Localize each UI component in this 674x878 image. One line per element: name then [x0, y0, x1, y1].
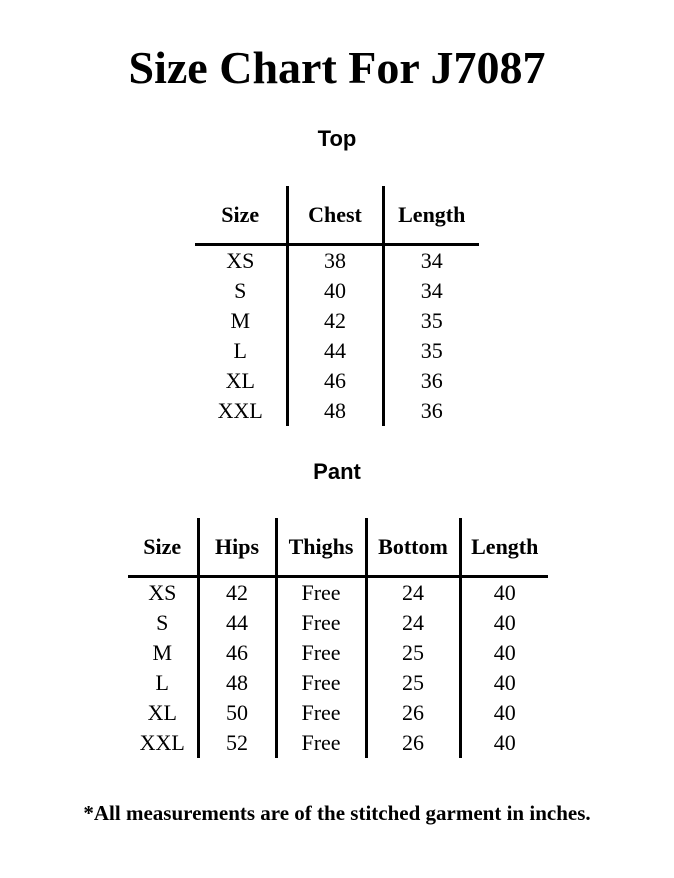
table-cell: 40: [493, 640, 516, 665]
table-cell: 46: [287, 366, 383, 396]
table-cell: XS: [128, 577, 198, 609]
table-cell: Free: [276, 577, 366, 609]
table-cell: Free: [276, 668, 366, 698]
table-cell: 48: [198, 668, 276, 698]
table-cell: XS: [195, 245, 287, 277]
table-cell: 36: [420, 368, 443, 393]
table-cell: 36: [420, 398, 443, 423]
table-row: [195, 245, 479, 277]
table-header-row: [128, 518, 548, 577]
table-cell: 25: [366, 638, 460, 668]
top-section-title: Top: [317, 126, 357, 151]
table-cell: 25: [366, 668, 460, 698]
table-row: [195, 366, 479, 396]
table-cell: 34: [420, 278, 443, 303]
table-row: [195, 396, 479, 426]
table-cell: 35: [420, 338, 443, 363]
table-cell: 50: [198, 698, 276, 728]
table-cell: L: [128, 668, 198, 698]
table-body: [128, 577, 548, 759]
table-cell: 24: [366, 608, 460, 638]
column-header: Thighs: [276, 518, 366, 577]
table-cell: 52: [198, 728, 276, 758]
table-row: [128, 668, 548, 698]
table-row: [195, 306, 479, 336]
table-row: [128, 698, 548, 728]
table-cell: 34: [420, 248, 443, 273]
table-cell: XXL: [128, 728, 198, 758]
top-size-table: [195, 186, 479, 426]
table-row: [195, 336, 479, 366]
table-cell: S: [128, 608, 198, 638]
table-cell: 38: [287, 245, 383, 277]
pant-section-title: Pant: [313, 459, 361, 484]
table-cell: 26: [366, 728, 460, 758]
table-cell: 46: [198, 638, 276, 668]
column-header: Size: [195, 186, 287, 245]
table-cell: 40: [493, 580, 516, 605]
table-cell: 44: [287, 336, 383, 366]
page-title: Size Chart For J7087: [128, 42, 546, 93]
column-header: Length: [460, 518, 548, 577]
table-row: [128, 638, 548, 668]
table-cell: XL: [128, 698, 198, 728]
table-row: [128, 728, 548, 758]
column-header: Chest: [287, 186, 383, 245]
table-row: [128, 577, 548, 609]
table-cell: 40: [493, 670, 516, 695]
table-cell: 44: [198, 608, 276, 638]
table-cell: M: [195, 306, 287, 336]
table-cell: 42: [198, 577, 276, 609]
table-header: [195, 186, 479, 245]
table-cell: Free: [276, 638, 366, 668]
table-cell: 24: [366, 577, 460, 609]
measurement-footnote: *All measurements are of the stitched garment in inches.: [83, 801, 591, 825]
table-cell: M: [128, 638, 198, 668]
table-header: [128, 518, 548, 577]
table-row: [195, 276, 479, 306]
table-cell: 40: [287, 276, 383, 306]
table-cell: Free: [276, 728, 366, 758]
table-cell: 42: [287, 306, 383, 336]
table-row: [128, 608, 548, 638]
table-cell: L: [195, 336, 287, 366]
table-cell: 48: [287, 396, 383, 426]
table-cell: S: [195, 276, 287, 306]
column-header: Length: [383, 186, 479, 245]
table-cell: Free: [276, 608, 366, 638]
table-cell: XL: [195, 366, 287, 396]
table-cell: XXL: [195, 396, 287, 426]
table-cell: 40: [493, 610, 516, 635]
table-cell: 40: [493, 700, 516, 725]
table-cell: 35: [420, 308, 443, 333]
table-cell: 26: [366, 698, 460, 728]
table-cell: Free: [276, 698, 366, 728]
table-body: [195, 245, 479, 427]
column-header: Hips: [198, 518, 276, 577]
table-header-row: [195, 186, 479, 245]
column-header: Bottom: [366, 518, 460, 577]
table-cell: 40: [493, 730, 516, 755]
pant-size-table: [128, 518, 548, 758]
column-header: Size: [128, 518, 198, 577]
